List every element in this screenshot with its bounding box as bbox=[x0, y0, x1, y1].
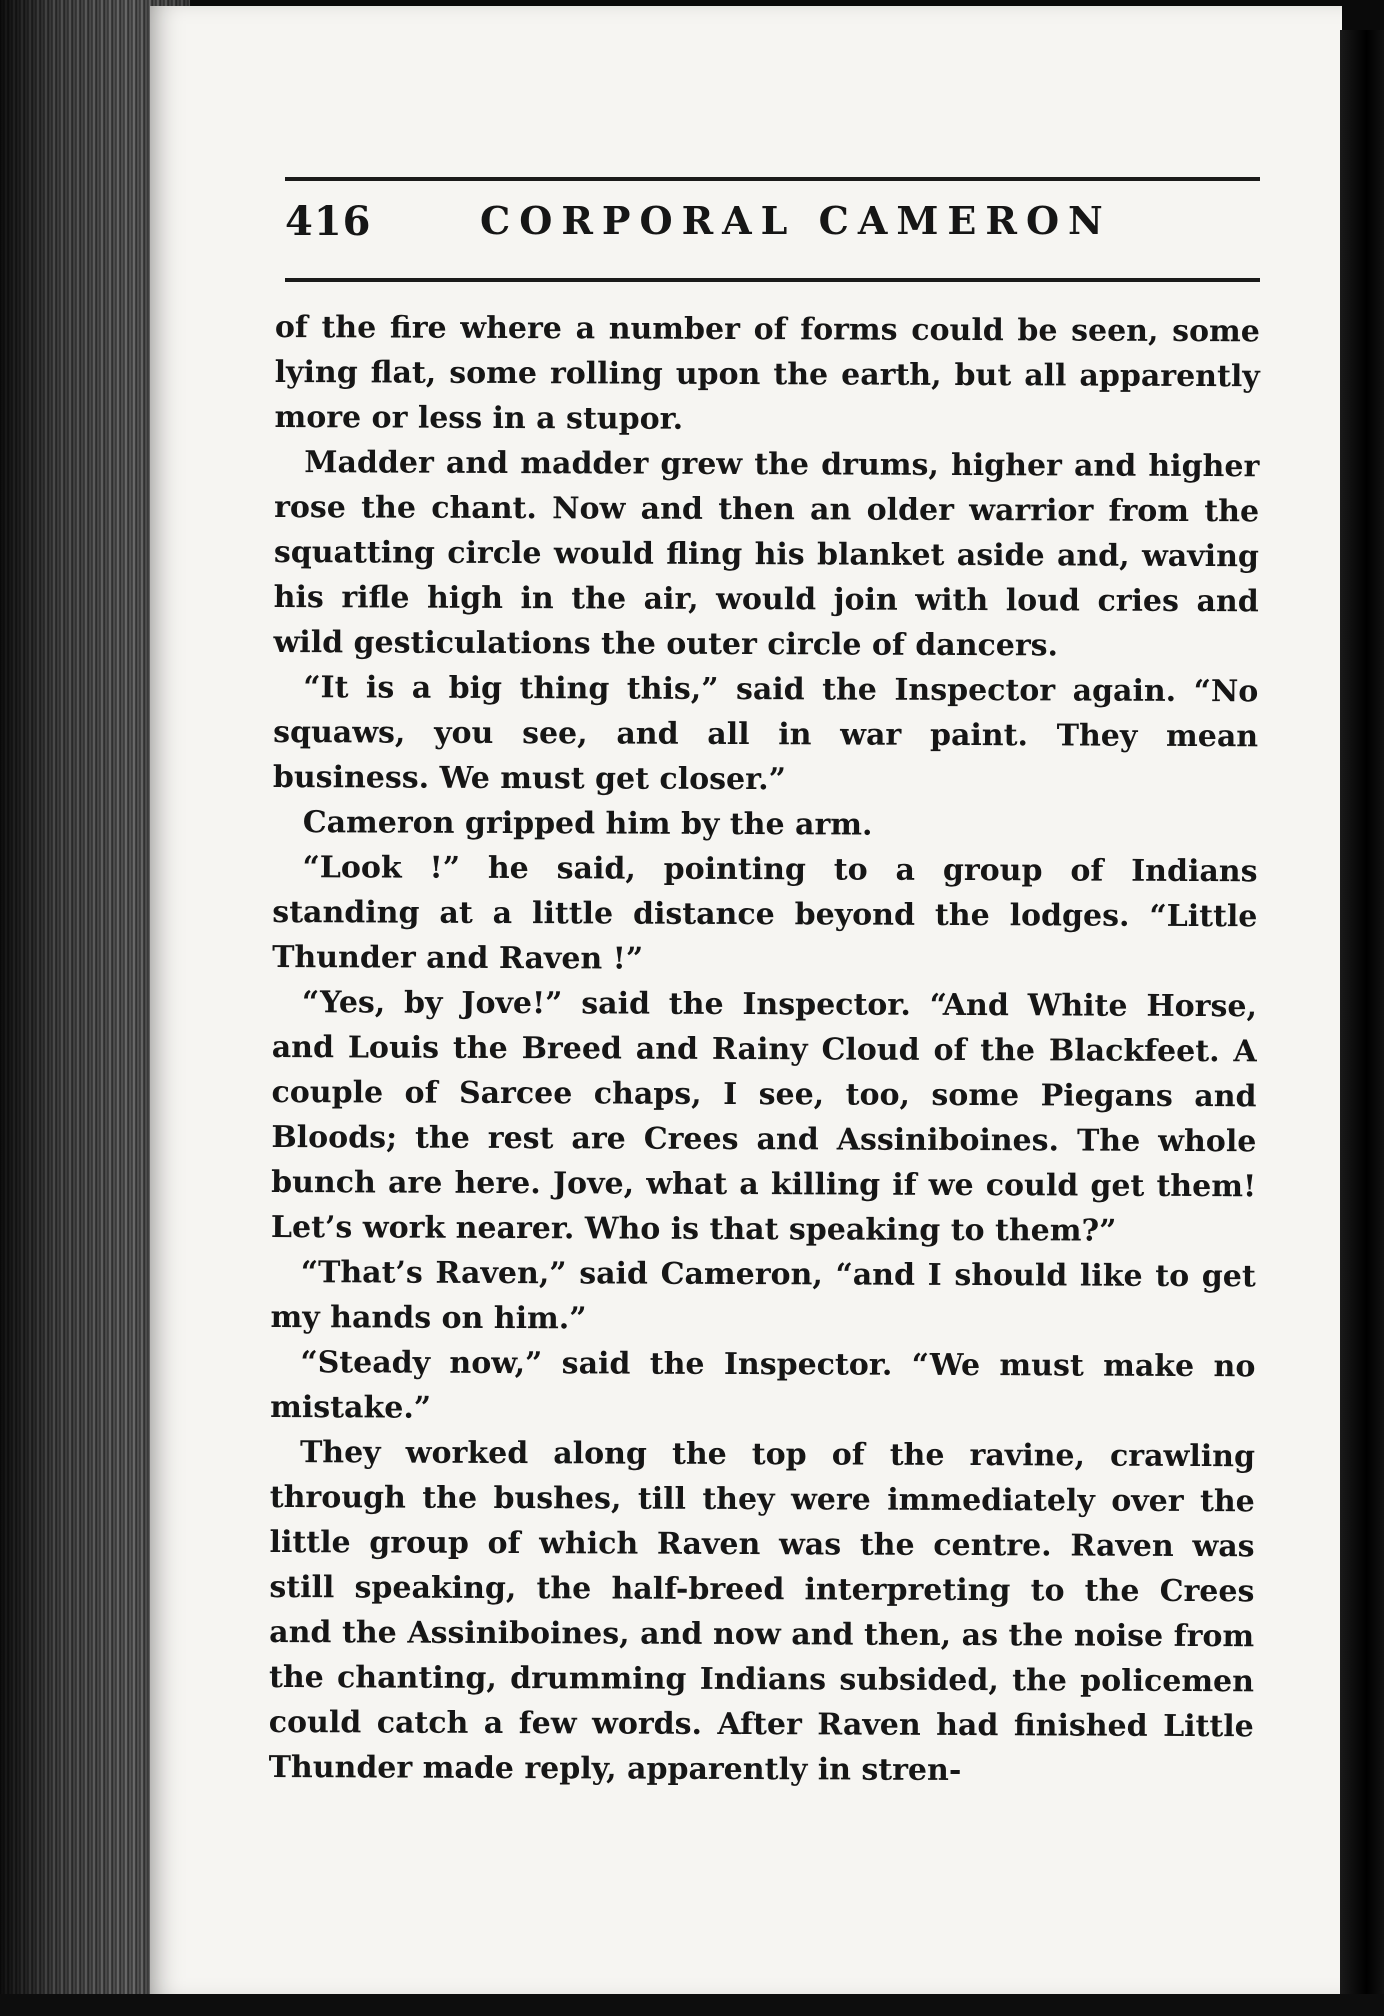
bottom-dark-band bbox=[0, 1994, 1384, 2016]
paragraph: They worked along the top of the ravine, crawling through the bushes, till they were immediately over the little group of which Raven was the centre. Raven was still speaking, the half-breed interpreting to the Crees and the Assiniboines, and now and then, as the noise from the chanting, drumming Indians subsided, the policemen could catch a few words. After Raven had finished Little Thunder made reply, apparently in stren- bbox=[268, 1435, 1256, 1789]
running-title: CORPORAL CAMERON bbox=[480, 198, 1112, 243]
paragraph: Cameron gripped him by the arm. bbox=[302, 805, 873, 843]
paragraph: Madder and madder grew the drums, higher and higher rose the chant. Now and then an older warrior from the squatting circle would fling his blanket aside and, waving his rifle high in the air, would join with loud cries and wild gesticulations the outer circle of dancers. bbox=[273, 445, 1260, 664]
header-rule-bottom bbox=[285, 278, 1260, 282]
paragraph: “Yes, by Jove!” said the Inspector. “And White Horse, and Louis the Breed and Rainy Cloud of the Blackfeet. A couple of Sarcee chaps, I see, too, some Piegans and Bloods; the rest are Crees and Assiniboines. The whole bunch are here. Jove, what a killing if we could get them! Let’s work nearer. Who is that speaking to them?” bbox=[270, 985, 1258, 1249]
paragraph: of the fire where a number of forms could be seen, some lying flat, some rolling upon the earth, but all apparently more or less in a stupor. bbox=[274, 309, 1260, 437]
header-rule-top bbox=[285, 177, 1260, 181]
paragraph: “Look !” he said, pointing to a group of Indians standing at a little distance beyond the lodges. “Little Thunder and Raven !” bbox=[272, 850, 1258, 977]
body-text bbox=[269, 305, 1260, 1794]
page-header bbox=[285, 198, 1260, 258]
binding-shadow-right bbox=[1340, 30, 1384, 2016]
paragraph: “That’s Raven,” said Cameron, “and I should like to get my hands on him.” bbox=[270, 1255, 1256, 1337]
paragraph: “Steady now,” said the Inspector. “We must make no mistake.” bbox=[270, 1345, 1256, 1426]
page-number: 416 bbox=[285, 198, 372, 245]
paragraph: “It is a big thing this,” said the Inspector again. “No squaws, you see, and all in war paint. They mean business. We must get closer.” bbox=[272, 670, 1259, 798]
